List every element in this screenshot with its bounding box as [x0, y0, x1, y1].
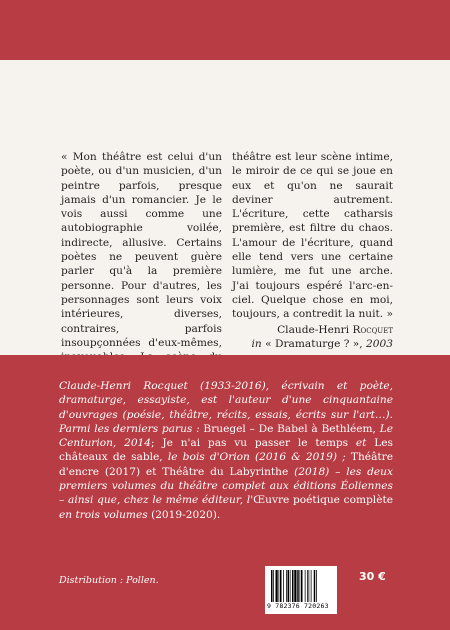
bio-years-1: (2016 & 2019) ; — [255, 451, 346, 464]
price-label: 30 € — [359, 570, 386, 583]
bio-years-2: (2017) et — [104, 465, 157, 478]
isbn-digits: 9 782376 720263 — [267, 602, 329, 610]
quote-signature — [232, 323, 393, 352]
bio-volumes-count: en trois volumes — [59, 508, 148, 521]
bio-title-orion: le bois d'Orion — [167, 451, 250, 464]
quote-text: « Mon théâtre est celui d'un poète, ou d'un musicien, d'un peintre parfois, presque jamais d'un romancier. Je le vois aussi comme une autobiographie voilée, indirecte, allusive. Certains poètes ne peuvent guère parler qu'à la première personne. Pour d'autres, les personnages sont leurs voix intérieures, diverses, contraires, parfois insoupçonnées d'eux-mêmes, théâtre est leur scène intime, le miroir de ce qui se joue en eux et qu'on ne saurait deviner autrement. L'écriture, cette catharsis première, est filtre du chaos. L'amour de l'écriture, quand elle tend vers une certaine lumière, me fut une arche. J'ai toujours espéré l'arc-en-ciel. Quelque chose en moi, toujours, a contredit la nuit. » — [61, 151, 393, 349]
barcode-icon — [271, 570, 331, 602]
bio-title-encre: Théâtre d'encre — [59, 451, 393, 478]
isbn-barcode — [265, 566, 337, 614]
bio-volumes-note: (2018) – les deux premiers volumes du théâtre complet aux éditions Éoliennes – ainsi que, chez le même éditeur, l' — [59, 465, 393, 507]
quote-source-title: « Dramaturge ? », — [265, 337, 363, 350]
bio-title-chateaux: Les châteaux de sable, — [59, 437, 393, 464]
author-quote — [61, 150, 393, 364]
distribution-note: Distribution : Pollen. — [59, 575, 159, 586]
bio-title-temps: ; Je n'ai pas vu passer le temps — [151, 437, 349, 450]
quote-source-prefix: in — [251, 337, 262, 350]
bottom-color-band — [0, 355, 450, 630]
bio-connector: et — [355, 437, 367, 450]
quote-author-last: Rocquet — [352, 323, 393, 336]
author-biography — [59, 379, 393, 522]
bio-title-labyrinthe: Théâtre du Labyrinthe — [162, 465, 289, 478]
top-color-band — [0, 0, 450, 60]
bio-title-centurion: Le Centurion, 2014 — [59, 422, 393, 450]
bio-intro: Claude-Henri Rocquet (1933-2016), écrivain et poète, dramaturge, essayiste, est l'auteur d'une cinquantaine d'ouvrages (poésie, théâtre, récits, essais, écrits sur l'art…). Parmi les derniers parus : — [59, 380, 393, 435]
quote-author-first: Claude-Henri — [277, 323, 350, 336]
bio-years-3: (2019-2020). — [151, 508, 221, 521]
bio-title-bruegel: Bruegel – De Babel à Bethléem, — [203, 422, 376, 435]
bio-title-oeuvre: Œuvre poétique complète — [253, 494, 393, 507]
quote-source-year: 2003 — [366, 337, 393, 350]
